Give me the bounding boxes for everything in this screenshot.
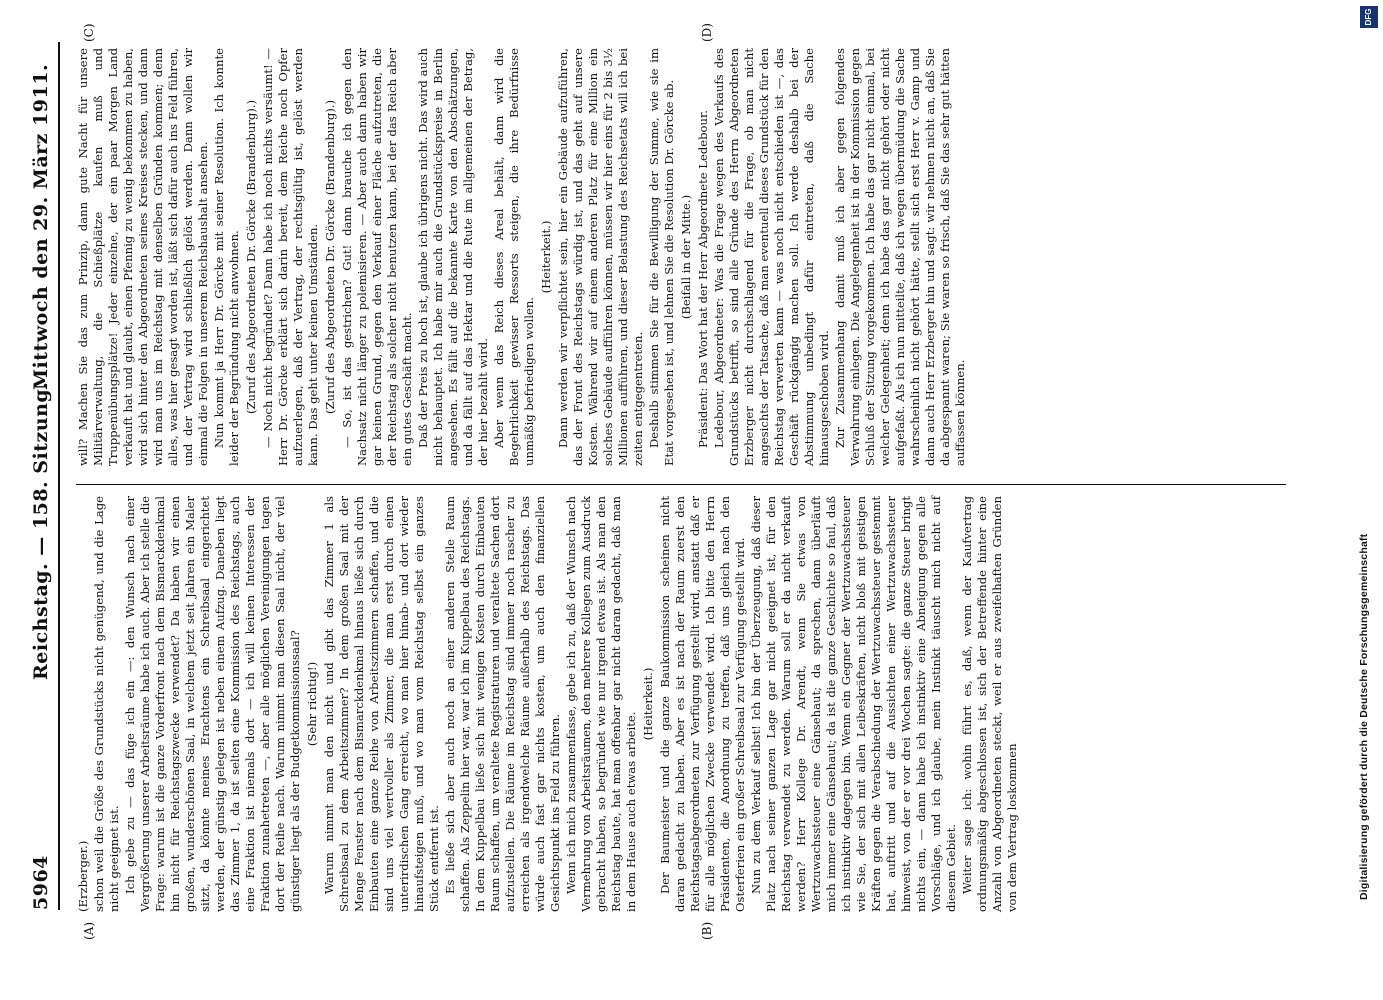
left-column [76, 496, 1021, 912]
interjection: (Sehr richtig!) [305, 661, 319, 747]
paragraph: schon weil die Größe des Grundstücks nicht genügend, und die Lage nicht geeignet ist. [92, 496, 121, 912]
paragraph: Präsident: Das Wort hat der Herr Abgeordnete Ledebour. [696, 110, 710, 448]
page-header [18, 40, 68, 910]
paragraph: Es ließe sich aber auch noch an einer anderen Stelle Raum schaffen. Als Zeppelin hier war, war ich im Kuppelbau des Reichstags. In dem Kuppelbau ließe sich mit wenigen Kosten durch Einbauten Raum schaffen, um veraltete Registraturen und veraltete Sachen dort aufzustellen. Die Räume im Reichstag sind immer noch rascher zu erreichen als irgendwelche Räume außerhalb des Reichstags. Das würde auch fast gar nichts kosten, um auch den finanziellen Gesichtspunkt ins Feld zu führen. [443, 496, 562, 912]
paragraph: Deshalb stimmen Sie für die Bewilligung der Summe, wie sie im Etat vorgesehen ist, und lehnen Sie die Resolution Dr. Görcke ab. [647, 48, 676, 466]
digitization-credit: Digitalisierung gefördert durch die Deutsche Forschungsgemeinschaft [1358, 533, 1370, 900]
interjection: (Heiterkeit.) [539, 220, 553, 294]
interjection: (Zuruf des Abgeordneten Dr. Görcke (Brandenburg).) [323, 99, 337, 415]
header-rule [58, 42, 60, 910]
dfg-logo: DFG [1360, 6, 1378, 28]
paragraph: Der Baumeister und die ganze Baukommission scheinen nicht daran gedacht zu haben. Aber es ist nach der Raum zuerst den Reichstagsabgeordneten zur Verfügung gestellt wird, anstatt daß er für alle möglichen Zwecke verwendet wird. Ich bitte den Herrn Präsidenten, die Anordnung zu treffen, daß uns gleich nach den Osterferien ein großer Schreibsaal zur Verfügung gestellt wird. [658, 496, 747, 912]
paragraph: — Noch nicht begründet? Dann habe ich noch nichts versäumt! — Herr Dr. Görcke erklärt sich darin bereit, dem Reiche noch Opfer aufzuerlegen, daß der Vertrag, der rechtsgültig ist, gelöst werden kann. Das geht unter keinen Umständen. [261, 48, 320, 466]
paragraph: — So, ist das gestrichen? Gut! dann brauche ich gegen den Nachsatz nicht länger zu polemisieren. — Aber auch dann haben wir gar keinen Grund, gegen den Verkauf einer Fläche aufzutreten, die der Reichstag als solcher nicht benutzen kann, bei der das Reich aber ein gutes Geschäft macht. [340, 48, 414, 466]
paragraph: Weiter sage ich: wohin führt es, daß, wenn der Kaufvertrag ordnungsmäßig abgeschlossen ist, sich der Betreffende hinter eine Anzahl von Abgeordneten steckt, weil er aus zweifelhaften Gründen von dem Vertrag loskommen [960, 496, 1019, 912]
paragraph: Warum nimmt man den nicht und gibt das Zimmer 1 als Schreibsaal zu dem Arbeitszimmer? In dem großen Saal mit der Menge Fenster nach dem Bismarckdenkmal hinaus ließe sich durch Einbauten eine ganze Reihe von Arbeitszimmern schaffen, und die sind uns viel wertvoller als Zimmer, die man erst durch einen unterirdischen Gang erreicht, wo man hier hinab- und dort wieder hinaufsteigen muß, und wo man vom Reichstag selbst ein ganzes Stück entfernt ist. [322, 496, 441, 912]
page-number: 5964 [30, 855, 52, 910]
interjection: (Zuruf des Abgeordneten Dr. Görcke (Brandenburg).) [244, 99, 258, 415]
paragraph: Nun kommt ja Herr Dr. Görcke mit seiner Resolution. Ich konnte leider der Begründung nicht anwohnen. [212, 48, 241, 466]
paragraph: Nun zu dem Verkauf selbst! Ich bin der Überzeugung, daß dieser Platz nach seiner ganzen Lage gar nicht geeignet ist, für den Reichstag verwendet zu werden. Warum soll er da nicht verkauft werden? Herr Kollege Dr. Arendt, wenn Sie etwas von Wertzuwachssteuer eine Gänsehaut; da sprechen, dann überläuft mich immer eine Gänsehaut; da ist die ganze Geschichte so faul, daß ich instinktiv dagegen bin. Wenn ein Gegner der Wertzuwachssteuer wie Sie, der sich mit allen Leibeskräften, nicht bloß mit geistigen Kräften gegen die Verabschiedung der Wertzuwachssteuer gestemmt hat, auftritt und auf die Aussichten einer Wertzuwachssteuer hinweist, von der er vor drei Wochen sagte: die ganze Steuer bringt nichts ein, — dann habe ich instinktiv eine Abneigung gegen alle Vorschläge, und ich glaube, mein Instinkt täuscht mich nicht auf diesem Gebiet. [749, 496, 958, 912]
paragraph: Ich gebe zu — das füge ich ein —: den Wunsch nach einer Vergrößerung unserer Arbeitsräume habe ich auch. Aber ich stelle die Frage: warum ist die ganze Vorderfront nach dem Bismarckdenkmal hin nicht für Reichstagszwecke verwendet? Da haben wir einen großen, wunderschönen Saal, in welchem jetzt seit Jahren ein Maler sitzt, da könnte meines Erachtens ein Schreibsaal eingerichtet werden, der günstig gelegen ist neben einem Aufzug. Daneben liegt das Zimmer 1, da ist selten eine Kommission des Reichstags, auch eine Fraktion ist niemals dort — ich will keinen Interessen der Fraktion zunahetreten —, aber alle möglichen Vereinigungen tagen dort der Reihe nach. Warum nimmt man diesen Saal nicht, der viel günstiger liegt als der Budgetkommissionssaal? [123, 496, 302, 912]
paragraph: Ledebour, Abgeordneter: Was die Frage wegen des Verkaufs des Grundstücks betrifft, so sind alle Gründe des Herrn Abgeordneten Erzberger nicht durchschlagend für die Frage, ob man nicht angesichts der Tatsache, daß man eventuell dieses Grundstück für den Reichstag verwerten kann — was noch nicht entschieden ist —, das Geschäft rückgängig machen soll. Ich werde deshalb bei der Abstimmung unbedingt dafür eintreten, daß die Sache hinausgeschoben wird. [712, 48, 831, 466]
paragraph: Dann werden wir verpflichtet sein, hier ein Gebäude aufzuführen, das der Front des Reichstags würdig ist, und das geht auf unsere Kosten. Während wir auf einem anderen Platz für eine Million ein solches Gebäude aufführen können, müssen wir hier eins für 2 bis 3½ Millionen aufführen, und dieser Belastung des Reichsetats will ich bei zeiten entgegentreten. [556, 48, 645, 466]
interjection: (Beifall in der Mitte.) [679, 194, 693, 320]
paragraph: Wenn ich mich zusammenfasse, gebe ich zu, daß der Wunsch nach Vermehrung von Arbeitsräumen, den mehrere Kollegen zum Ausdruck gebracht haben, so begründet wie nur irgend etwas ist. Als man den Reichstag baute, hat man offenbar gar nicht daran gedacht, daß man in dem Hause auch etwas arbeite. [564, 496, 638, 912]
paragraph: will? Machen Sie das zum Prinzip, dann gute Nacht für unsere Militärverwaltung, die Schießplätze kaufen muß und Truppenübungsplätze! Jeder einzelne, der ein paar Morgen Land verkauft hat und glaubt, einen Pfennig zu wenig bekommen zu haben, wird sich hinter den Abgeordneten seines Kreises stecken, und dann wird man uns im Reichstag mit denselben Gründen kommen; denn alles, was hier gesagt worden ist, läßt sich dafür auch ins Feld führen, und der Vertrag wird schließlich gelöst werden. Dann wollen wir einmal die Folgen in unserem Reichshaushalt ansehen. [76, 48, 210, 466]
paragraph: Daß der Preis zu hoch ist, glaube ich übrigens nicht. Das wird auch nicht behauptet. Ich habe mir auch die Grundstückspreise in Berlin angesehen. Es fällt auf die bekannte Karte von den Abschätzungen, und da fällt auf das Hektar und die Rute im allgemeinen der Betrag, der hier bezahlt wird. [416, 48, 490, 466]
session-title: Reichstag. — 158. Sitzung. [30, 381, 52, 680]
interjection: (Heiterkeit.) [641, 667, 655, 741]
right-column [76, 48, 969, 466]
margin-marker-c: (C) [82, 23, 96, 42]
margin-marker-a: (A) [82, 921, 96, 940]
session-date: Mittwoch den 29. März 1911. [30, 63, 52, 390]
margin-marker-b: (B) [700, 921, 714, 940]
paragraph: Aber wenn das Reich dieses Areal behält, dann wird die Begehrlichkeit gewisser Ressorts steigen, die ihre Bedürfnisse unmäßig befriedigen wollen. [492, 48, 536, 466]
column-separator [76, 484, 1286, 485]
speaker-tag: (Erzberger.) [76, 840, 90, 912]
margin-marker-d: (D) [700, 23, 714, 42]
paragraph: Zur Zusammenhang damit muß ich aber gegen folgendes Verwahrung einlegen. Die Angelegenheit ist in der Kommission gegen Schluß der Sitzung vorgekommen. Ich habe das gar nicht einmal, bei welcher Gelegenheit; denn ich habe das gar nicht gehört oder nicht aufgefaßt. Als ich nun mitteilte, daß ich wegen übermüdung die Sache wahrscheinlich nicht gehört hätte, stellt sich erst Herr v. Gamp und dann auch Herr Erzberger hin und sagt: wir nehmen nicht an, daß Sie da abgespannt waren; Sie waren so frisch, daß Sie das sehr gut hätten auffassen können. [833, 48, 967, 466]
